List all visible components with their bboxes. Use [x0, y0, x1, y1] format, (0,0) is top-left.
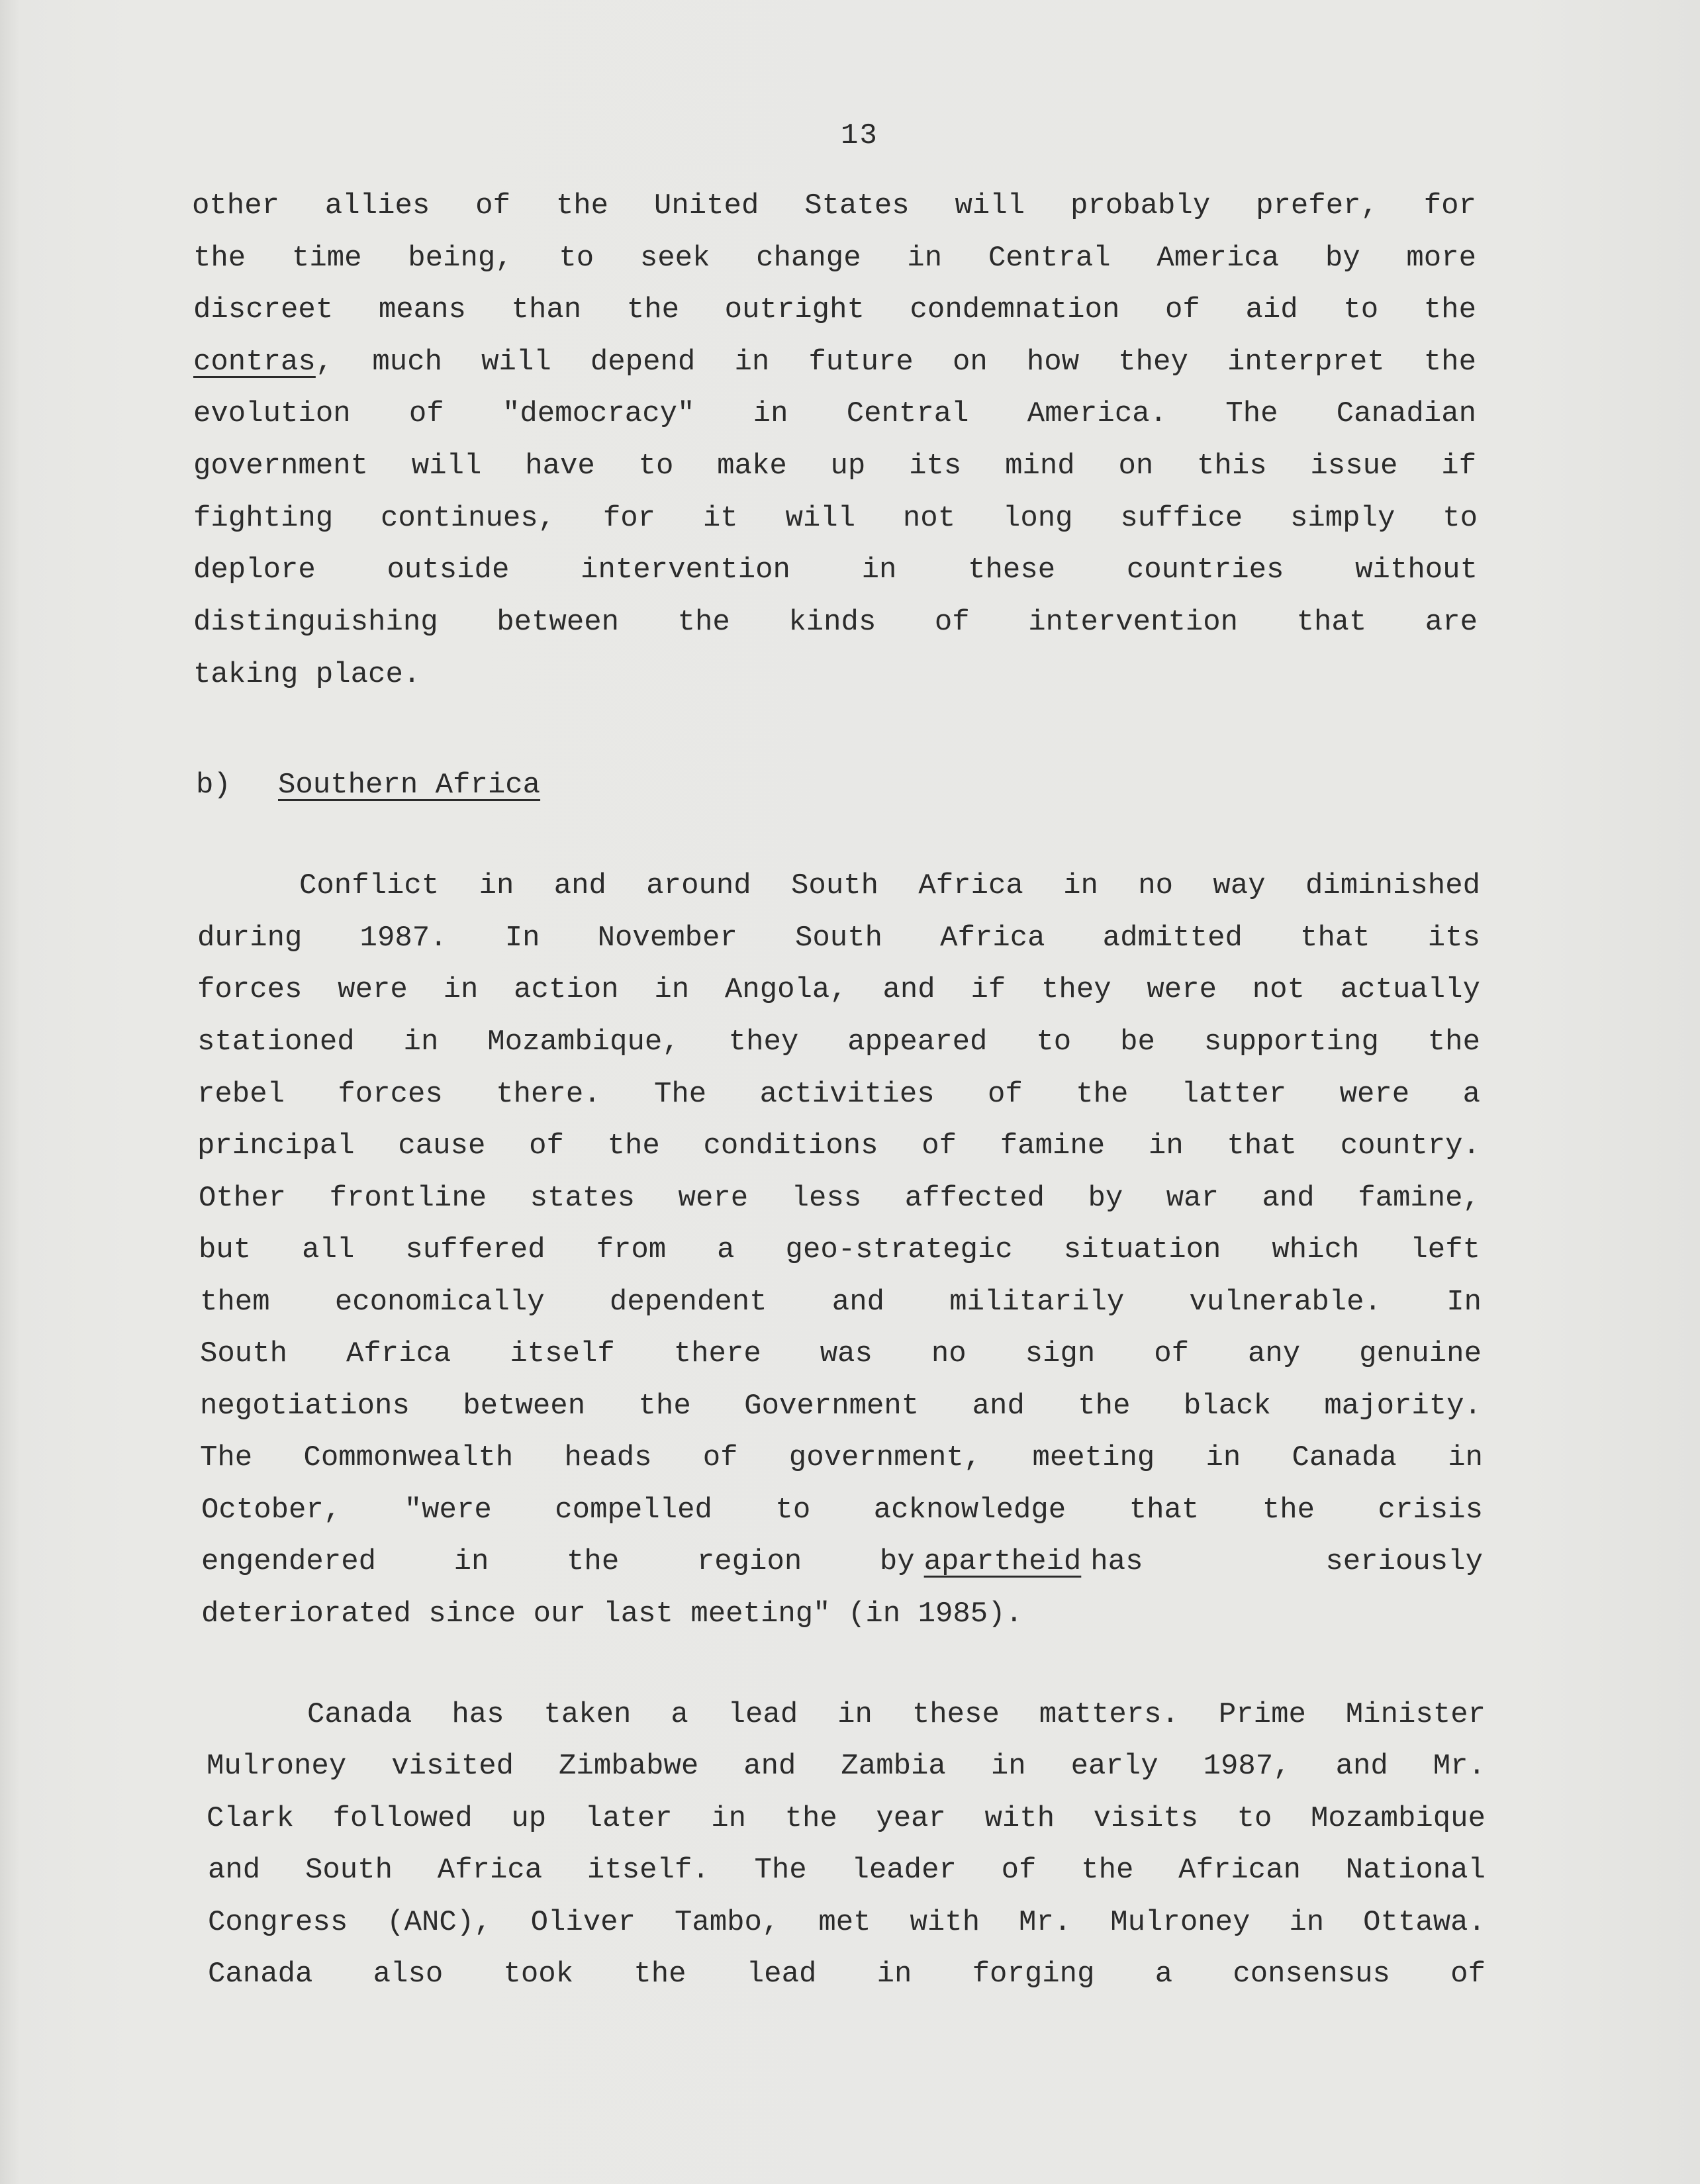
- emphasis-apartheid: apartheid: [923, 1545, 1082, 1578]
- text-line: Canada has taken a lead in these matters. Prime Minister: [307, 1698, 1486, 1731]
- text-line: engendered in the region by apartheid has seriously: [201, 1543, 1483, 1580]
- text-line: deplore outside intervention in these countries without: [193, 553, 1478, 587]
- text-line: rebel forces there. The activities of the latter were a: [197, 1078, 1480, 1111]
- text-line: other allies of the United States will probably prefer, for: [192, 189, 1476, 222]
- text-line: evolution of "democracy" in Central America. The Canadian: [193, 397, 1476, 430]
- text-line: the time being, to seek change in Central America by more: [193, 242, 1476, 275]
- section-marker: b): [196, 769, 231, 802]
- text-line: government will have to make up its mind on this issue if: [193, 450, 1476, 483]
- text-line: during 1987. In November South Africa admitted that its: [197, 922, 1480, 955]
- text-line: forces were in action in Angola, and if they were not actually: [197, 973, 1480, 1006]
- text-line: and South Africa itself. The leader of the African National: [208, 1854, 1486, 1887]
- text-line: stationed in Mozambique, they appeared to be supporting the: [197, 1025, 1480, 1059]
- text-line: discreet means than the outright condemnation of aid to the: [193, 293, 1476, 326]
- text-line: but all suffered from a geo-strategic situation which left: [199, 1233, 1480, 1266]
- text-line: Conflict in and around South Africa in no way diminished: [299, 869, 1480, 902]
- text-line: deteriorated since our last meeting" (in 1985).: [201, 1597, 1023, 1631]
- text-line: October, "were compelled to acknowledge that the crisis: [201, 1494, 1483, 1527]
- text-line: them economically dependent and militarily vulnerable. In: [200, 1286, 1482, 1319]
- text-line: principal cause of the conditions of famine in that country.: [197, 1129, 1480, 1163]
- text-line: The Commonwealth heads of government, meeting in Canada in: [200, 1441, 1483, 1474]
- text-line: fighting continues, for it will not long suffice simply to: [193, 502, 1478, 535]
- text-line: distinguishing between the kinds of intervention that are: [193, 606, 1478, 639]
- text-line: Clark followed up later in the year with visits to Mozambique: [207, 1802, 1486, 1835]
- text-line: Mulroney visited Zimbabwe and Zambia in early 1987, and Mr.: [207, 1750, 1486, 1783]
- text-line: Canada also took the lead in forging a consensus of: [208, 1958, 1486, 1991]
- text-line: negotiations between the Government and the black majority.: [200, 1390, 1482, 1423]
- emphasis-contras: contras: [193, 346, 316, 379]
- text-line: contras , much will depend in future on how they interpret the: [193, 344, 1476, 381]
- text-line: taking place.: [193, 658, 421, 691]
- text-line: Other frontline states were less affected by war and famine,: [199, 1182, 1480, 1215]
- page-number: 13: [841, 119, 878, 152]
- text-line: South Africa itself there was no sign of any genuine: [200, 1337, 1482, 1370]
- text-line: Congress (ANC), Oliver Tambo, met with Mr. Mulroney in Ottawa.: [208, 1906, 1486, 1939]
- section-heading: Southern Africa: [278, 769, 541, 802]
